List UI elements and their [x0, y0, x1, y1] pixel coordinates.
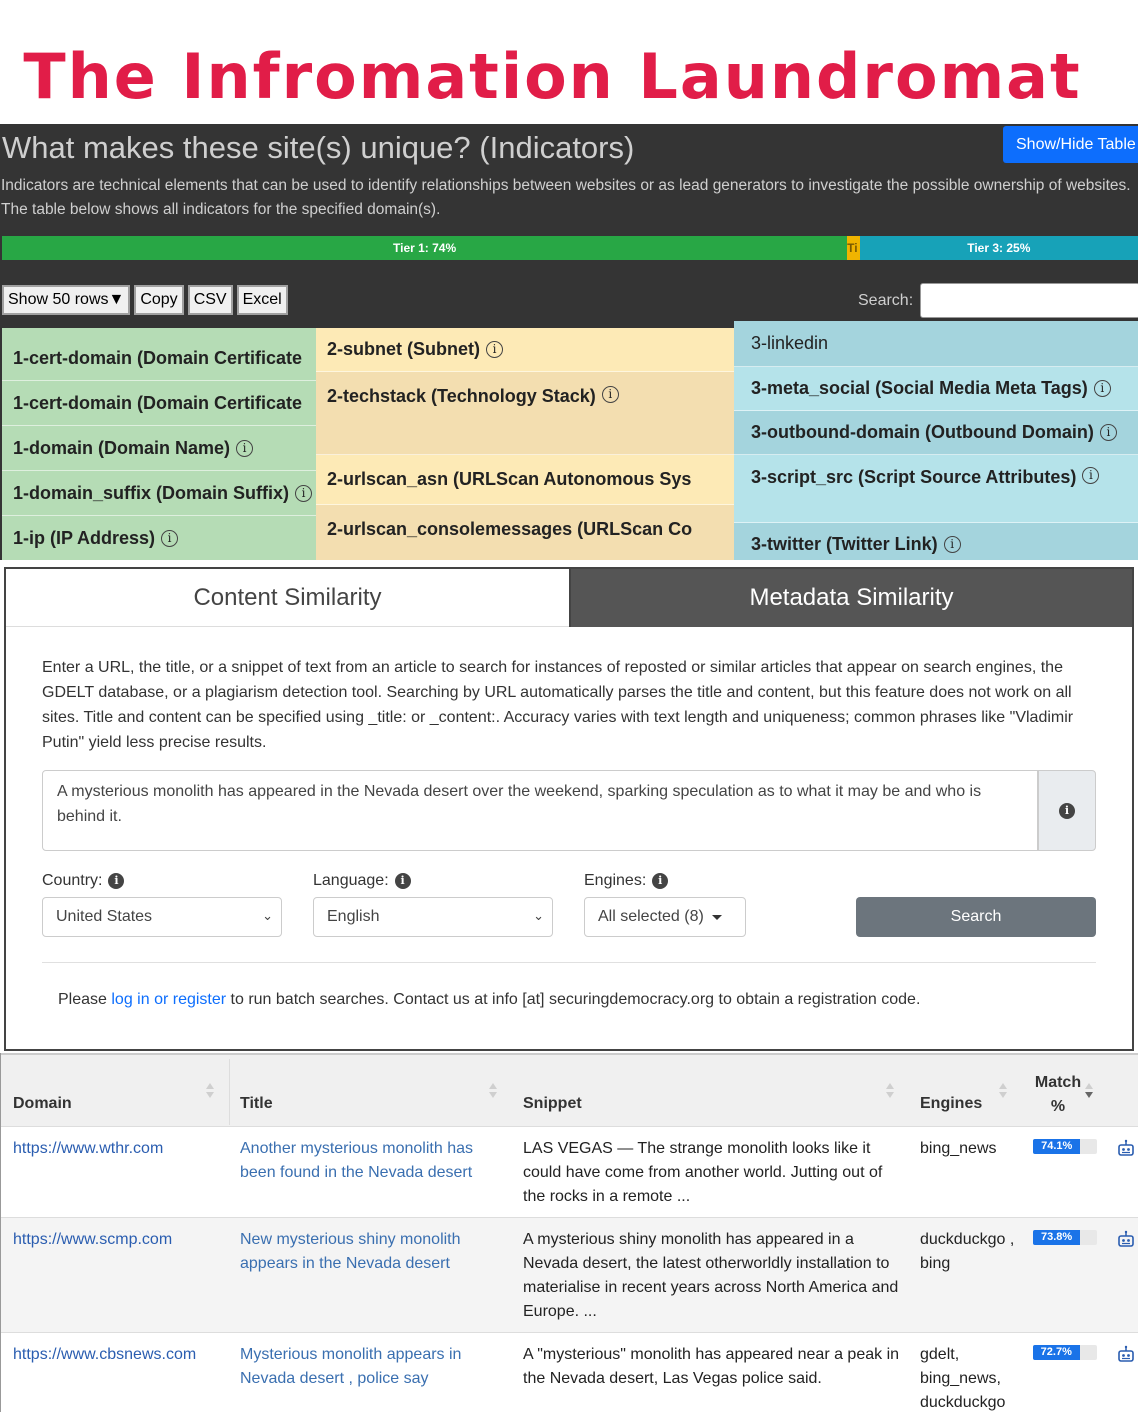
- result-title-link[interactable]: Mysterious monolith appears in Nevada desert , police say: [240, 1346, 462, 1387]
- table-row: [1, 1127, 1138, 1217]
- info-icon[interactable]: i: [1082, 467, 1099, 484]
- indicator-cell[interactable]: 1-domain_suffix (Domain Suffix) i: [2, 471, 316, 516]
- indicator-cell[interactable]: 1-cert-domain (Domain Certificate: [2, 381, 316, 426]
- result-snippet: A "mysterious" monolith has appeared near a peak in the Nevada desert, Las Vegas police said.: [523, 1346, 900, 1387]
- info-icon[interactable]: i: [486, 341, 503, 358]
- info-icon[interactable]: i: [652, 873, 668, 889]
- indicators-section: [0, 124, 1138, 560]
- copy-button[interactable]: Copy: [134, 285, 183, 315]
- indicator-cell[interactable]: 3-script_src (Script Source Attributes) i: [734, 455, 1138, 523]
- robot-icon[interactable]: [1117, 1139, 1135, 1157]
- sort-icon[interactable]: [206, 1081, 216, 1101]
- login-notice: Please log in or register to run batch searches. Contact us at info [at] securingdemocracy.org to obtain a registration code.: [58, 991, 921, 1008]
- result-domain-link[interactable]: https://www.wthr.com: [13, 1140, 164, 1157]
- result-title-link[interactable]: New mysterious shiny monolith appears in the Nevada desert: [240, 1231, 461, 1272]
- tab-metadata-similarity[interactable]: Metadata Similarity: [569, 569, 1132, 627]
- match-bar: [1033, 1345, 1097, 1360]
- match-bar-fill: 73.8%: [1033, 1230, 1080, 1245]
- indicator-cell[interactable]: 2-subnet (Subnet) i: [316, 328, 734, 372]
- sort-icon[interactable]: [886, 1081, 896, 1101]
- search-instructions: Enter a URL, the title, or a snippet of text from an article to search for instances of reposted or similar articles that appear on search engines, the GDELT database, or a plagiarism detection tool. Searching by URL automatically parses the title and content, but this feature does not work on all sites. Title and content can be specified using _title: or _content:. Accuracy varies with text length and uniqueness; common phrases like "Vladimir Putin" yield less precise results.: [42, 659, 1074, 751]
- result-engines: gdelt, bing_news, duckduckgo: [920, 1346, 1006, 1411]
- info-icon[interactable]: i: [944, 536, 961, 553]
- show-rows-dropdown[interactable]: Show 50 rows▼: [2, 285, 130, 315]
- robot-icon[interactable]: [1117, 1230, 1135, 1248]
- info-icon[interactable]: i: [295, 485, 312, 502]
- table-row: [1, 1333, 1138, 1412]
- table-search-label: Search:: [858, 292, 914, 309]
- indicator-cell[interactable]: 1-domain (Domain Name) i: [2, 426, 316, 471]
- search-button[interactable]: Search: [856, 897, 1096, 937]
- chevron-down-icon: ⌄: [262, 908, 273, 923]
- result-engines: bing_news: [920, 1140, 997, 1157]
- robot-icon[interactable]: [1117, 1345, 1135, 1363]
- results-table: [0, 1053, 1138, 1412]
- query-text: A mysterious monolith has appeared in the Nevada desert over the weekend, sparking speculation as to what it may be and who is behind it.: [57, 783, 982, 825]
- header-engines[interactable]: Engines: [920, 1095, 983, 1112]
- tier-3-column: [734, 321, 1138, 560]
- tier-progress-bar: [2, 236, 1138, 260]
- indicator-cell[interactable]: 3-linkedin: [734, 321, 1138, 367]
- query-info-button[interactable]: [1038, 770, 1096, 851]
- result-engines: duckduckgo , bing: [920, 1231, 1015, 1272]
- match-bar-fill: 74.1%: [1033, 1139, 1080, 1154]
- indicators-heading: What makes these site(s) unique? (Indicators): [2, 130, 635, 165]
- info-icon[interactable]: i: [236, 440, 253, 457]
- language-select[interactable]: English ⌄: [313, 897, 553, 937]
- indicator-cell[interactable]: 1-cert-domain (Domain Certificate: [2, 336, 316, 381]
- match-bar: [1033, 1230, 1097, 1245]
- indicators-description: Indicators are technical elements that can be used to identify relationships between websites or as lead generators to investigate the possible ownership of websites. The table below shows all indicators for the specified domain(s).: [1, 177, 1131, 218]
- table-row: [1, 1218, 1138, 1332]
- indicator-cell[interactable]: 2-urlscan_consolemessages (URLScan Co: [316, 505, 734, 560]
- similarity-search-card: [4, 567, 1134, 1051]
- tab-content-similarity[interactable]: Content Similarity: [6, 569, 569, 627]
- caret-down-icon: [712, 915, 722, 920]
- header-title[interactable]: Title: [240, 1095, 273, 1112]
- column-divider: [229, 1059, 230, 1125]
- show-hide-table-button[interactable]: Show/Hide Table: [1003, 126, 1138, 163]
- info-icon: i: [1059, 803, 1075, 819]
- query-textarea[interactable]: [42, 770, 1038, 851]
- info-icon[interactable]: i: [108, 873, 124, 889]
- indicator-cell[interactable]: 2-urlscan_asn (URLScan Autonomous Sys: [316, 455, 734, 505]
- indicator-cell[interactable]: 3-twitter (Twitter Link) i: [734, 523, 1138, 560]
- tier-1-segment: Tier 1: 74%: [2, 236, 847, 260]
- results-header: [1, 1053, 1138, 1127]
- excel-button[interactable]: Excel: [237, 285, 288, 315]
- header-domain[interactable]: Domain: [13, 1095, 72, 1112]
- header-match[interactable]: Match %: [1034, 1074, 1082, 1115]
- info-icon[interactable]: i: [1100, 424, 1117, 441]
- engines-dropdown[interactable]: All selected (8): [584, 897, 746, 937]
- info-icon[interactable]: i: [1094, 380, 1111, 397]
- result-domain-link[interactable]: https://www.scmp.com: [13, 1231, 173, 1248]
- sort-icon[interactable]: [999, 1081, 1009, 1101]
- csv-button[interactable]: CSV: [188, 285, 233, 315]
- language-label: Language: i: [313, 872, 411, 890]
- engines-label: Engines: i: [584, 872, 668, 890]
- info-icon[interactable]: i: [161, 530, 178, 547]
- table-search-input[interactable]: [920, 283, 1138, 318]
- tier-2-segment: Ti: [847, 236, 859, 260]
- divider: [42, 962, 1096, 963]
- info-icon[interactable]: i: [602, 386, 619, 403]
- country-label: Country: i: [42, 872, 124, 890]
- info-icon[interactable]: i: [395, 873, 411, 889]
- match-bar-fill: 72.7%: [1033, 1345, 1080, 1360]
- header-snippet[interactable]: Snippet: [523, 1095, 582, 1112]
- similarity-tabs: [6, 569, 1132, 627]
- indicator-cell[interactable]: 1-ip (IP Address) i: [2, 516, 316, 560]
- login-register-link[interactable]: log in or register: [111, 991, 227, 1008]
- result-domain-link[interactable]: https://www.cbsnews.com: [13, 1346, 197, 1363]
- tier-3-segment: Tier 3: 25%: [860, 236, 1138, 260]
- indicator-cell[interactable]: 3-meta_social (Social Media Meta Tags) i: [734, 367, 1138, 411]
- chevron-down-icon: ⌄: [533, 908, 544, 923]
- indicator-cell[interactable]: 3-outbound-domain (Outbound Domain) i: [734, 411, 1138, 455]
- indicator-cell[interactable]: 2-techstack (Technology Stack) i: [316, 372, 734, 455]
- page-title: The Infromation Laundromat: [23, 40, 1082, 113]
- tier-1-column: [2, 328, 316, 560]
- tier-2-column: [316, 328, 734, 560]
- result-snippet: LAS VEGAS — The strange monolith looks like it could have come from another world. Jutting out of the rocks in a remote ...: [523, 1140, 883, 1205]
- table-export-buttons: [2, 285, 288, 315]
- sort-desc-icon[interactable]: [1085, 1081, 1095, 1101]
- result-title-link[interactable]: Another mysterious monolith has been found in the Nevada desert: [240, 1140, 473, 1181]
- sort-icon[interactable]: [489, 1081, 499, 1101]
- match-bar: [1033, 1139, 1097, 1154]
- country-select[interactable]: United States ⌄: [42, 897, 282, 937]
- result-snippet: A mysterious shiny monolith has appeared in a Nevada desert, the latest otherworldly installation to materialise in recent years across North America and Europe. ...: [523, 1231, 899, 1320]
